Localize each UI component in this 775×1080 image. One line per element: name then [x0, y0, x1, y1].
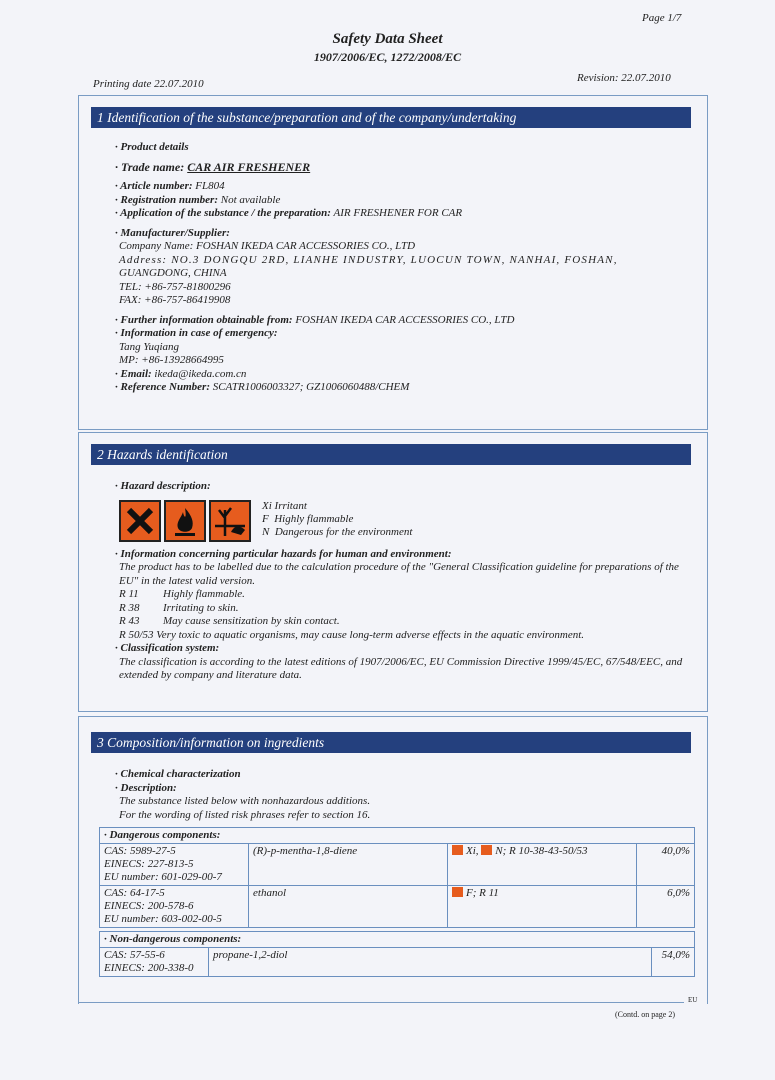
footer-eu: EU	[688, 996, 698, 1004]
r-text: May cause sensitization by skin contact.	[163, 615, 340, 627]
reference-label: · Reference Number:	[115, 381, 211, 393]
table-row	[100, 844, 695, 886]
further-info-label: · Further information obtainable from:	[115, 313, 293, 326]
r-phrase-list	[115, 588, 695, 642]
trade-name-value: CAR AIR FRESHENER	[187, 159, 311, 174]
product-details-heading: · Product details	[115, 141, 189, 153]
footer-rule	[78, 1002, 684, 1003]
irritant-mini-icon	[452, 845, 463, 855]
further-info-value: FOSHAN IKEDA CAR ACCESSORIES CO., LTD	[295, 313, 515, 326]
reference-value: SCATR1006003327; GZ1006060488/CHEM	[212, 381, 410, 393]
r-50-53: R 50/53 Very toxic to aquatic organisms, may cause long-term adverse effects in the aquatic environment.	[119, 628, 585, 641]
percentage: 40,0%	[637, 844, 695, 886]
component-name: ethanol	[249, 886, 448, 928]
address: Address: NO.3 DONGQU 2RD, LIANHE INDUSTRY, LUOCUN TOWN, NANHAI, FOSHAN,	[119, 253, 618, 266]
einecs: EINECS: 200-338-0	[104, 962, 194, 974]
description-line-1: The substance listed below with nonhazardous additions.	[119, 795, 371, 807]
doc-title: Safety Data Sheet	[332, 31, 443, 47]
application-label: · Application of the substance / the preparation:	[115, 207, 331, 219]
fax: FAX: +86-757-86419908	[119, 294, 231, 306]
telephone: TEL: +86-757-81800296	[119, 280, 231, 293]
description-label: · Description:	[115, 781, 177, 794]
manufacturer-label: · Manufacturer/Supplier:	[115, 226, 230, 239]
company-name: Company Name: FOSHAN IKEDA CAR ACCESSORIES CO., LTD	[119, 240, 416, 252]
environment-mini-icon	[481, 845, 492, 855]
section-2-title: 2 Hazards identification	[91, 444, 691, 465]
trade-name-label: · Trade name:	[115, 159, 185, 174]
einecs: EINECS: 200-578-6	[104, 900, 194, 912]
table-row	[100, 886, 695, 928]
doc-regulations: 1907/2006/EC, 1272/2008/EC	[313, 50, 462, 64]
flammable-pictogram-icon	[164, 500, 206, 542]
symbol-xi: Xi Irritant	[262, 499, 307, 512]
emergency-label: · Information in case of emergency:	[115, 327, 278, 339]
percentage: 6,0%	[637, 886, 695, 928]
continued-note: (Contd. on page 2)	[615, 1010, 675, 1019]
section-2	[78, 432, 708, 712]
environment-pictogram-icon	[209, 500, 251, 542]
section-3	[78, 716, 708, 1004]
component-name: propane-1,2-diol	[209, 948, 652, 977]
hazard-description-label: · Hazard description:	[115, 480, 211, 492]
email-value: ikeda@ikeda.com.cn	[154, 367, 247, 380]
classification-text: The classification is according to the latest editions of 1907/2006/EC, EU Commission Directive 1999/45/EC, 67/548/EEC, and extended by company and literature data.	[119, 655, 683, 681]
irritant-pictogram-icon	[119, 500, 161, 542]
symbol-n: N Dangerous for the environment	[262, 525, 413, 538]
r-text: Highly flammable.	[163, 588, 245, 600]
registration-label: · Registration number:	[115, 193, 218, 206]
r-code: R 11	[119, 588, 139, 600]
page-number: Page 1/7	[642, 12, 682, 24]
hazard-info-label: · Information concerning particular hazards for human and environment:	[115, 547, 452, 560]
r-text: Irritating to skin.	[163, 601, 239, 614]
dangerous-components-table	[99, 827, 695, 977]
r-code: R 38	[119, 601, 140, 614]
emergency-contact-name: Tang Yuqiang	[119, 340, 180, 353]
section-1	[78, 95, 708, 430]
eu-number: EU number: 603-002-00-5	[104, 913, 222, 925]
article-label: · Article number:	[115, 180, 193, 192]
einecs: EINECS: 227-813-5	[104, 858, 194, 870]
classification-a: Xi,	[466, 845, 479, 857]
symbol-f: F Highly flammable	[262, 512, 354, 525]
emergency-phone: MP: +86-13928664995	[119, 354, 224, 366]
chemical-characterization-label: · Chemical characterization	[115, 768, 241, 780]
non-dangerous-label: · Non-dangerous components:	[100, 932, 695, 948]
application-value: AIR FRESHENER FOR CAR	[333, 207, 463, 219]
revision-date: Revision: 22.07.2010	[577, 72, 671, 84]
component-name: (R)-p-mentha-1,8-diene	[249, 844, 448, 886]
email-label: · Email:	[115, 367, 152, 380]
flammable-mini-icon	[452, 887, 463, 897]
article-value: FL804	[195, 180, 225, 192]
hazard-info-text: The product has to be labelled due to the calculation procedure of the "General Classification guideline for preparations of the EU" in the latest valid version.	[119, 561, 679, 587]
dangerous-components-label: · Dangerous components:	[100, 828, 695, 844]
description-line-2: For the wording of listed risk phrases refer to section 16.	[119, 808, 371, 821]
section-1-title: 1 Identification of the substance/preparation and of the company/undertaking	[91, 107, 691, 128]
section-3-title: 3 Composition/information on ingredients	[91, 732, 691, 753]
non-dangerous-components-table	[99, 931, 695, 977]
table-row	[100, 948, 695, 977]
percentage: 54,0%	[652, 948, 695, 977]
classification-label: · Classification system:	[115, 642, 220, 654]
cas: CAS: 57-55-6	[104, 949, 165, 961]
cas: CAS: 5989-27-5	[104, 845, 176, 857]
classification-b: N; R 10-38-43-50/53	[495, 845, 588, 857]
printing-date: Printing date 22.07.2010	[93, 78, 204, 90]
classification-a: F; R 11	[466, 887, 499, 899]
eu-number: EU number: 601-029-00-7	[104, 871, 222, 883]
cas: CAS: 64-17-5	[104, 887, 165, 899]
r-code: R 43	[119, 615, 140, 627]
registration-value: Not available	[220, 193, 281, 206]
address-line-2: GUANGDONG, CHINA	[119, 267, 227, 279]
